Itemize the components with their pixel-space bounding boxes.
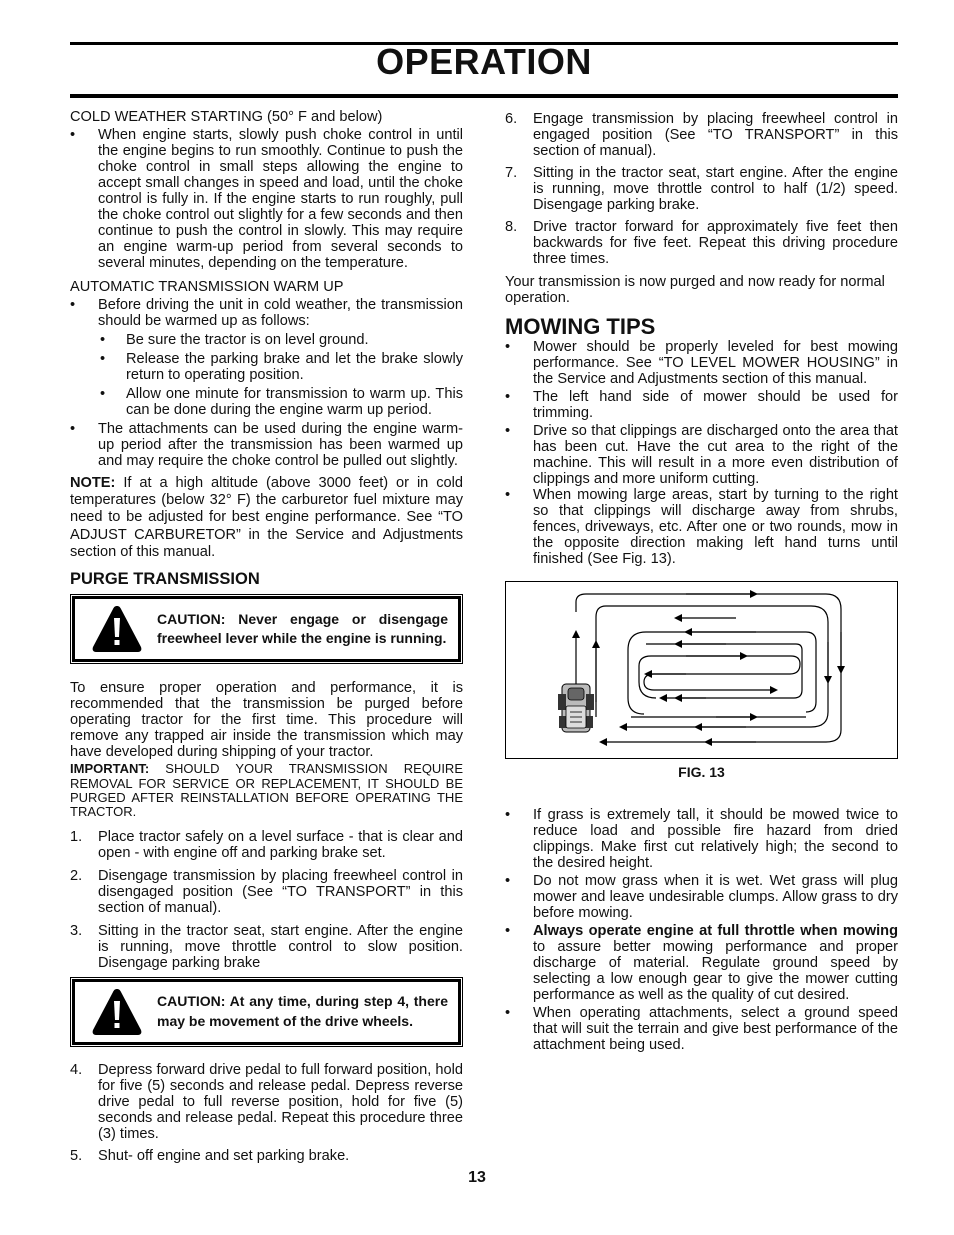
mowing-tip: • When mowing large areas, start by turning to the right so that clippings will discharge away from shrubs, fences, driveways, etc. After one or two rounds, mow in the opposite direction making left hand turns until finished (See Fig. 13). <box>505 487 898 567</box>
step-text: Sitting in the tractor seat, start engine. After the engine is running, move throttle control to half (1/2) speed. Disengage parking brake. <box>533 165 898 214</box>
warning-icon <box>91 604 143 654</box>
mowing-tip: • Drive so that clippings are discharged onto the area that has been cut. Have the cut area to the right of the machine. This will result in a more even distribution of clippings and more uniform cutting. <box>505 423 898 487</box>
step-text: Disengage transmission by placing freewheel control in disengaged position (See “TO TRANSPORT” in this section of manual). <box>98 867 463 916</box>
important-text: SHOULD YOUR TRANSMISSION REQUIRE REMOVAL FOR SERVICE OR REPLACEMENT, IT SHOULD BE PURGED AFTER REINSTALLATION BEFORE OPERATING THE TRACTOR. <box>70 761 463 820</box>
mowing-pattern-diagram <box>506 582 899 758</box>
step-item <box>505 165 898 213</box>
throttle-text: to assure better mowing performance and proper discharge of material. Regulate ground speed by selecting a low enough gear to give the mower cutting performance as well as the quality of cut desired. <box>533 939 898 1004</box>
step-item <box>70 1148 463 1164</box>
mowing-tip: • The left hand side of mower should be used for trimming. <box>505 389 898 421</box>
mowing-tip: • When operating attachments, select a ground speed that will suit the terrain and give best performance of the attachment being used. <box>505 1005 898 1053</box>
title-underline <box>70 94 898 98</box>
step-item <box>70 1062 463 1142</box>
right-column <box>505 105 898 1053</box>
step-text: Depress forward drive pedal to full forward position, hold for five (5) seconds and release pedal. Depress reverse drive pedal to full reverse position, hold for five (5) seconds and release pedal. Repeat this procedure three (3) times. <box>98 1062 463 1143</box>
step-number: 1. <box>70 828 83 845</box>
mowing-pattern-figure <box>505 581 898 759</box>
left-column <box>70 105 463 1164</box>
page-number: 13 <box>468 1169 486 1186</box>
warm-up-sub-item: • Be sure the tractor is on level ground. <box>70 332 463 348</box>
step-item <box>70 923 463 971</box>
mowing-tip: • Mower should be properly leveled for best mowing performance. See “TO LEVEL MOWER HOUSING” in the Service and Adjustments section of this manual. <box>505 339 898 387</box>
step-number: 8. <box>505 219 518 236</box>
important-label: IMPORTANT: <box>70 761 150 777</box>
step-item <box>70 829 463 861</box>
step-number: 5. <box>70 1148 83 1165</box>
mowing-tips-heading: MOWING TIPS <box>505 313 656 339</box>
step-item <box>505 111 898 159</box>
caution-box <box>72 979 461 1045</box>
caution-text: CAUTION: At any time, during step 4, there may be movement of the drive wheels. <box>157 993 448 1030</box>
warm-up-heading: AUTOMATIC TRANSMISSION WARM UP <box>70 279 344 296</box>
step-text: Sitting in the tractor seat, start engine. After the engine is running, move throttle control to slow position. Disengage parking brake <box>98 922 463 971</box>
mowing-tip <box>505 923 898 1003</box>
step-number: 7. <box>505 165 518 182</box>
tractor-icon <box>558 684 594 732</box>
note-paragraph <box>70 475 463 561</box>
caution-text: CAUTION: Never engage or disengage freewheel lever while the engine is running. <box>157 610 448 647</box>
throttle-bold-text: Always operate engine at full throttle when mowing <box>533 923 898 940</box>
step-item <box>505 219 898 267</box>
purge-heading: PURGE TRANSMISSION <box>70 570 260 589</box>
step-number: 2. <box>70 867 83 884</box>
step-item <box>70 868 463 916</box>
cold-weather-heading: COLD WEATHER STARTING (50° F and below) <box>70 109 383 125</box>
step-text: Place tractor safely on a level surface - that is clear and open - with engine off and parking brake set. <box>98 828 463 861</box>
note-label: NOTE: <box>70 474 116 491</box>
warm-up-sub-item: • Allow one minute for transmission to warm up. This can be done during the engine warm up period. <box>70 386 463 418</box>
step-number: 4. <box>70 1062 83 1079</box>
warm-up-sub-item: • Release the parking brake and let the brake slowly return to operating position. <box>70 351 463 383</box>
page-title: OPERATION <box>376 41 592 82</box>
step-number: 6. <box>505 111 518 127</box>
purge-intro: To ensure proper operation and performance, it is recommended that the transmission be purged before operating tractor for the first time. This procedure will remove any trapped air inside the transmission which may have developed during shipping of your tractor. <box>70 680 463 761</box>
attachments-bullet: • The attachments can be used during the engine warm-up period after the transmission has been warmed up and may require the choke control be pulled out slightly. <box>70 421 463 469</box>
warm-up-bullet: • Before driving the unit in cold weather, the transmission should be warmed up as follows: <box>70 297 463 329</box>
purged-paragraph: Your transmission is now purged and now ready for normal operation. <box>505 274 885 307</box>
note-text: If at a high altitude (above 3000 feet) or in cold temperatures (below 32° F) the carburetor fuel mixture may need to be adjusted for best engine performance. See “TO ADJUST CARBURETOR” in the Service and Adjustments section of this manual. <box>70 474 463 560</box>
figure-caption: FIG. 13 <box>678 764 725 781</box>
mowing-tip: • If grass is extremely tall, it should be mowed twice to reduce load and possible fire hazard from dried clippings. Make first cut relatively high; the second to the desired height. <box>505 807 898 871</box>
step-number: 3. <box>70 922 83 939</box>
cold-weather-bullet: • When engine starts, slowly push choke control in until the engine begins to run smoothly. Continue to push the choke control in small steps allowing the engine to accept small changes in speed and load, until the choke control is fully in. If the engine starts to run roughly, pull the choke control out slightly for a few seconds and then continue to push the control in slowly. This may require an engine warm-up period from several seconds to several minutes, depending on the temperature. <box>70 127 463 271</box>
mowing-tip: • Do not mow grass when it is wet. Wet grass will plug mower and leave undesirable clumps. Allow grass to dry before mowing. <box>505 873 898 921</box>
caution-box <box>72 596 461 662</box>
important-note <box>70 762 463 819</box>
step-text: Drive tractor forward for approximately five feet then backwards for five feet. Repeat this driving procedure three times. <box>533 219 898 268</box>
step-text: Engage transmission by placing freewheel control in engaged position (See “TO TRANSPORT” in this section of manual). <box>533 111 898 160</box>
step-text: Shut- off engine and set parking brake. <box>98 1148 350 1165</box>
warning-icon <box>91 987 143 1037</box>
